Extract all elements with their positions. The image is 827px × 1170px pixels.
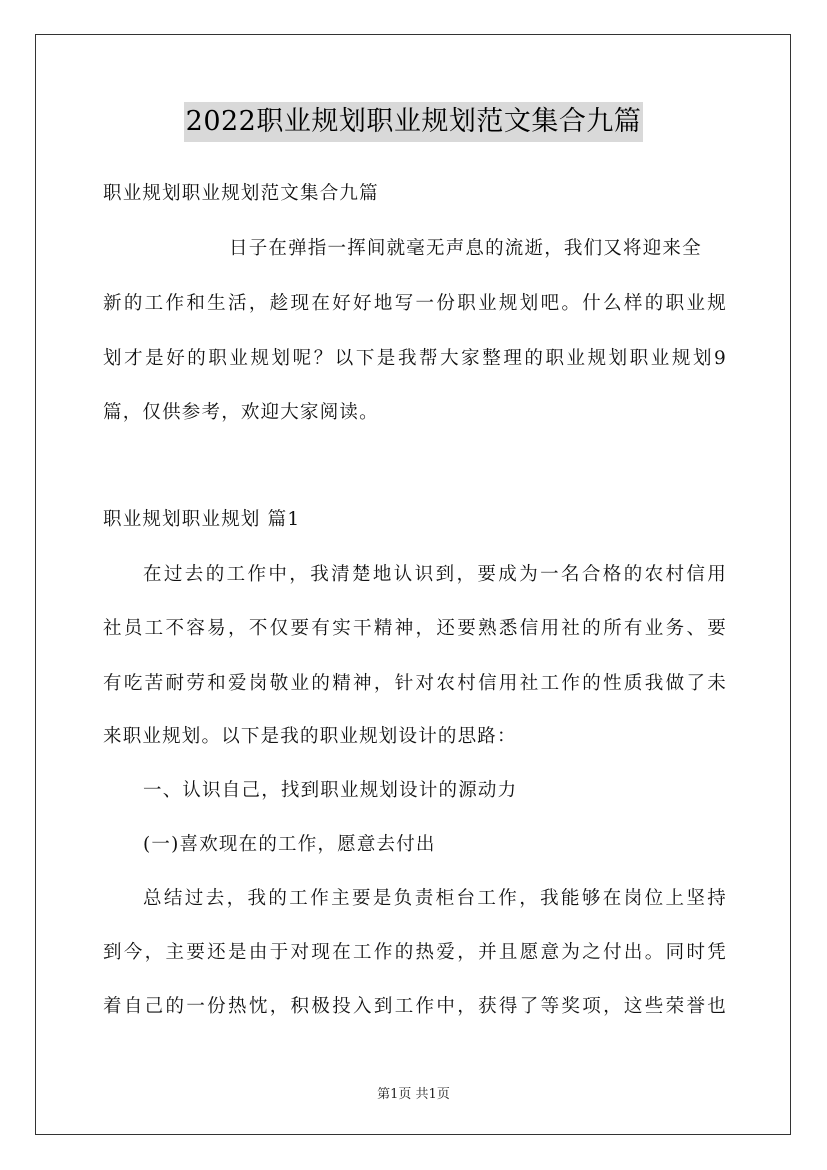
intro-line-3: 划才是好的职业规划呢？以下是我帮大家整理的职业规划职业规划9 (103, 348, 727, 369)
document-subtitle: 职业规划职业规划范文集合九篇 (103, 183, 379, 204)
section-heading: 职业规划职业规划 篇1 (103, 509, 301, 530)
intro-line-1: 日子在弹指一挥间就毫无声息的流逝，我们又将迎来全 (229, 238, 702, 259)
intro-line-2: 新的工作和生活，趁现在好好地写一份职业规划吧。什么样的职业规 (103, 293, 727, 314)
para2-line-3: 着自己的一份热忱，积极投入到工作中，获得了等奖项，这些荣誉也 (103, 996, 727, 1017)
heading-level-1: 一、认识自己，找到职业规划设计的源动力 (143, 780, 518, 801)
para1-line-1: 在过去的工作中，我清楚地认识到，要成为一名合格的农村信用 (143, 564, 727, 585)
heading-level-2: (一)喜欢现在的工作，愿意去付出 (143, 834, 436, 855)
title-container (0, 102, 827, 142)
para1-line-3: 有吃苦耐劳和爱岗敬业的精神，针对农村信用社工作的性质我做了未 (103, 673, 727, 694)
para2-line-1: 总结过去，我的工作主要是负责柜台工作，我能够在岗位上坚持 (143, 888, 727, 909)
document-title: 2022职业规划职业规划范文集合九篇 (184, 102, 644, 142)
page-footer: 第1页 共1页 (377, 1087, 450, 1102)
para1-line-4: 来职业规划。以下是我的职业规划设计的思路： (103, 726, 517, 747)
intro-line-4: 篇，仅供参考，欢迎大家阅读。 (103, 402, 379, 423)
para1-line-2: 社员工不容易，不仅要有实干精神，还要熟悉信用社的所有业务、要 (103, 618, 727, 639)
para2-line-2: 到今，主要还是由于对现在工作的热爱，并且愿意为之付出。同时凭 (103, 942, 727, 963)
